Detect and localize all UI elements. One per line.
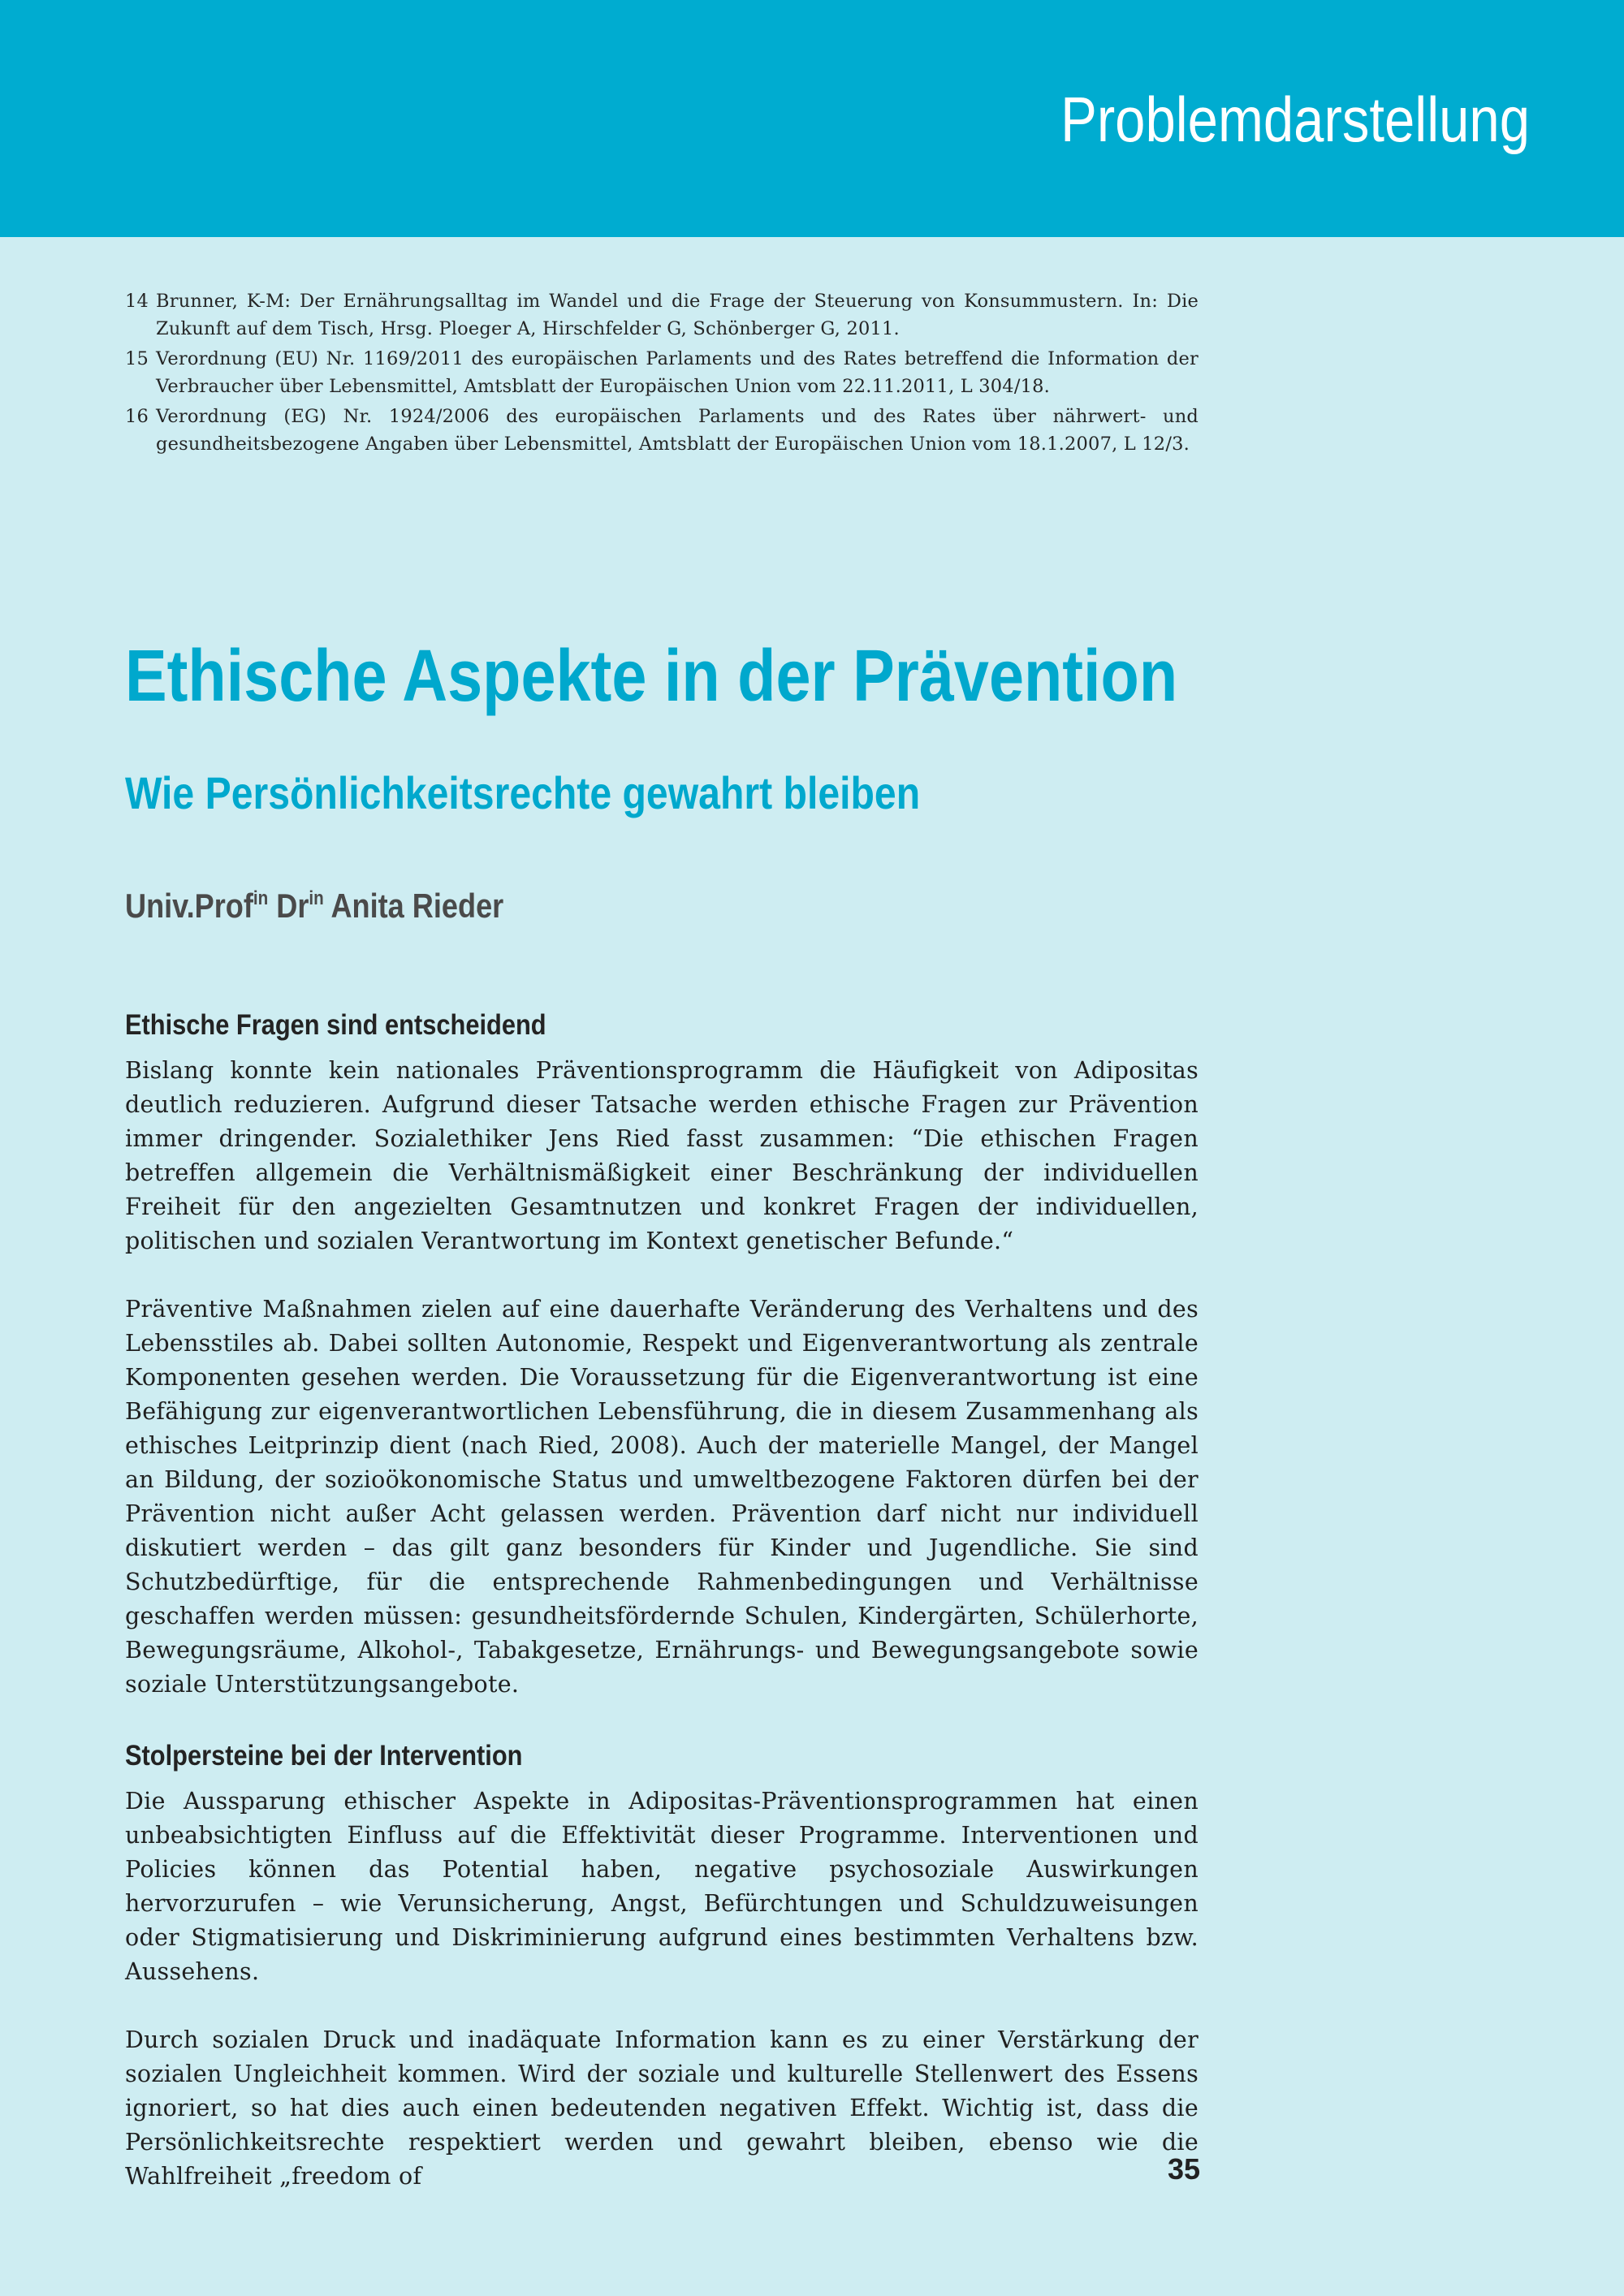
footnote bbox=[125, 345, 1199, 400]
footnotes bbox=[125, 287, 1199, 460]
header-band bbox=[0, 0, 1624, 237]
paragraph: Präventive Maßnahmen zielen auf eine dauerhafte Veränderung des Verhaltens und des Lebensstiles ab. Dabei sollten Autonomie, Respekt und Eigenverantwortung als zentrale Komponenten gesehen werden. Die Voraussetzung für die Eigenverantwortung ist eine Befähigung zur eigenverantwortlichen Lebensführung, die in diesem Zusammenhang als ethisches Leitprinzip dient (nach Ried, 2008). Auch der materielle Mangel, der Mangel an Bildung, der sozioökonomische Status und umweltbezogene Faktoren dürfen bei der Prävention nicht außer Acht gelassen werden. Prävention darf nicht nur individuell diskutiert werden – das gilt ganz besonders für Kinder und Jugendliche. Sie sind Schutzbedürftige, für die entsprechende Rahmenbedingungen und Verhältnisse geschaffen werden müssen: gesundheitsfördernde Schulen, Kindergärten, Schülerhorte, Bewegungsräume, Alkohol-, Tabakgesetze, Ernährungs- und Bewegungsangebote sowie soziale Unterstützungsangebote. bbox=[125, 1296, 1199, 1698]
author-line bbox=[125, 883, 503, 929]
paragraph: Durch sozialen Druck und inadäquate Information kann es zu einer Verstärkung der sozialen Ungleichheit kommen. Wird der soziale und kulturelle Stellenwert des Essens ignoriert, so hat dies auch einen bedeutenden negativen Effekt. Wichtig ist, dass die Persönlichkeitsrechte respektiert werden und gewahrt bleiben, ebenso wie die Wahlfreiheit „freedom of bbox=[125, 2026, 1199, 2190]
article-title: Ethische Aspekte in der Prävention bbox=[125, 636, 1178, 717]
page-number: 35 bbox=[1167, 2152, 1200, 2186]
section-heading: Stolpersteine bei der Intervention bbox=[125, 1740, 523, 1772]
section-ethische-fragen bbox=[125, 1005, 1199, 1702]
footnote-text: Brunner, K-M: Der Ernährungsalltag im Wandel und die Frage der Steuerung von Konsummustern. In: Die Zukunft auf dem Tisch, Hrsg. Ploeger A, Hirschfelder G, Schönberger G, 2011. bbox=[156, 291, 1199, 339]
footnote-text: Verordnung (EU) Nr. 1169/2011 des europäischen Parlaments und des Rates betreffend die Information der Verbraucher über Lebensmittel, Amtsblatt der Europäischen Union vom 22.11.2011, L 304/18. bbox=[156, 348, 1199, 397]
section-heading: Ethische Fragen sind entscheidend bbox=[125, 1009, 546, 1041]
footnote-number: 14 bbox=[125, 291, 149, 312]
section-title: Problemdarstellung bbox=[1060, 84, 1530, 155]
footnote-text: Verordnung (EG) Nr. 1924/2006 des europäischen Parlaments und des Rates über nährwert- und gesundheitsbezogene Angaben über Lebensmittel, Amtsblatt der Europäischen Union vom 18.1.2007, L 12/3. bbox=[156, 406, 1199, 455]
author-title-dr-suffix: in bbox=[309, 887, 324, 909]
author-name: Anita Rieder bbox=[330, 887, 504, 925]
article-subtitle: Wie Persönlichkeitsrechte gewahrt bleiben bbox=[125, 767, 921, 818]
paragraph: Die Aussparung ethischer Aspekte in Adipositas-Präventionsprogrammen hat einen unbeabsichtigten Einfluss auf die Effektivität dieser Programme. Interventionen und Policies können das Potential haben, negative psychosoziale Auswirkungen hervorzurufen – wie Verunsicherung, Angst, Befürchtungen und Schuldzuweisungen oder Stigmatisierung und Diskriminierung aufgrund eines bestimmten Verhaltens bzw. Aussehens. bbox=[125, 1788, 1199, 1985]
author-title-dr: Dr bbox=[276, 887, 309, 925]
footnote bbox=[125, 403, 1199, 458]
author-title-prof-suffix: in bbox=[253, 887, 269, 909]
footnote-number: 16 bbox=[125, 406, 149, 427]
footnote bbox=[125, 287, 1199, 343]
section-stolpersteine bbox=[125, 1736, 1199, 2194]
paragraph: Bislang konnte kein nationales Präventionsprogramm die Häufigkeit von Adipositas deutlich reduzieren. Aufgrund dieser Tatsache werden ethische Fragen zur Prävention immer dringender. Sozialethiker Jens Ried fasst zusammen: “Die ethischen Fragen betreffen allgemein die Verhältnismäßigkeit einer Beschränkung der individuellen Freiheit für den angezielten Gesamtnutzen und konkret Fragen der individuellen, politischen und sozialen Verantwortung im Kontext genetischer Befunde.“ bbox=[125, 1057, 1199, 1254]
author-title-prof: Univ.Prof bbox=[125, 887, 253, 925]
footnote-number: 15 bbox=[125, 348, 149, 369]
